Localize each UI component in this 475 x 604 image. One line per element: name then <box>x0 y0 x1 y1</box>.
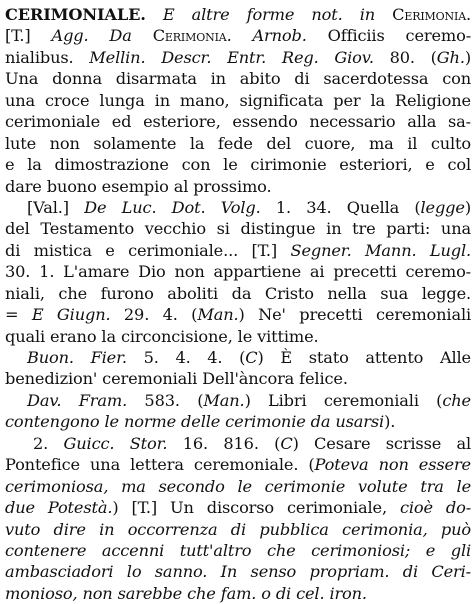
text-run: lute non solamente la fede del cuore, ma il culto <box>5 133 471 153</box>
entry-headword-line <box>5 4 471 25</box>
text-run: 80. ( <box>373 47 437 67</box>
text-run: 30. 1. L'amare Dio non appartiene ai precetti ceremo- <box>5 262 471 282</box>
italic-text: E altre forme not. in <box>162 5 393 24</box>
italic-text: Poteva non essere <box>314 455 471 475</box>
italic-text: Segner. Mann. Lugl. <box>290 240 471 260</box>
text-run: 16. 816. ( <box>167 433 281 453</box>
sense-line <box>5 433 471 454</box>
definition-line <box>5 25 471 46</box>
italic-text: Man. <box>203 390 245 410</box>
text-run: del Testamento vecchio si distingue in tre parti: una <box>5 219 471 239</box>
quotation-line <box>5 583 471 604</box>
text-run: e la dimostrazione con le cirimonie esteriori, e col <box>5 155 471 175</box>
text-run: ) <box>464 47 471 67</box>
citation-line <box>5 347 471 368</box>
text-run: 5. 4. 4. ( <box>126 348 246 367</box>
text-run: una croce lunga in mano, significata per la Religione <box>5 90 471 110</box>
italic-text: Dav. Fram. <box>27 390 128 410</box>
italic-text: contengono le norme delle cerimonie da usarsi <box>5 412 385 432</box>
italic-text: cioè do- <box>399 498 471 518</box>
quotation-line <box>5 283 471 304</box>
italic-text: contenere accenni tutt'altro che cerimoniosi; e gli <box>5 540 471 560</box>
italic-text: due Potestà. <box>5 498 113 518</box>
italic-text: De Luc. Dot. Volg. <box>84 197 261 217</box>
italic-text: Buon. Fier. <box>27 348 127 367</box>
small-caps-text: Cerimonia <box>152 26 227 46</box>
italic-text: Gh. <box>436 47 465 67</box>
quotation-line <box>5 411 471 432</box>
quotation-line <box>5 176 471 197</box>
italic-text: E Giugn. <box>31 305 111 325</box>
text-run: = <box>5 305 32 325</box>
citation-line <box>5 197 471 218</box>
text-run: ) [T.] Un discorso cerimoniale, <box>112 498 400 518</box>
quotation-line <box>5 368 471 389</box>
small-caps-text: Cerimonia. <box>392 5 471 24</box>
text-run: [T.] <box>5 26 52 46</box>
quotation-line <box>5 218 471 239</box>
italic-text: vuto dire in occorrenza di pubblica cerimonia, può <box>5 519 471 539</box>
quotation-line <box>5 240 471 261</box>
italic-text: ambasciadori lo sanno. In senso propriam. di Ceri- <box>5 562 471 582</box>
text-run: 29. 4. ( <box>110 305 198 325</box>
text-run: [Val.] <box>27 197 85 217</box>
text-run: cerimoniale ed esteriore, essendo necessario alla sa- <box>5 112 471 132</box>
italic-text: C <box>280 433 293 453</box>
text-run: ) Cesare scrisse al <box>292 433 471 453</box>
italic-text: Mellin. Descr. Entr. Reg. Giov. <box>89 47 374 67</box>
text-run: di mistica e cerimoniale... [T.] <box>5 240 291 260</box>
quotation-line <box>5 497 471 518</box>
italic-text: . Arnob. <box>226 26 307 46</box>
text-run: ) Libri ceremoniali ( <box>244 390 443 410</box>
quotation-line <box>5 519 471 540</box>
text-run: ) <box>464 197 471 217</box>
quotation-line <box>5 68 471 89</box>
text-run: ) È stato attento Alle <box>257 348 471 367</box>
quotation-line <box>5 154 471 175</box>
italic-text: monioso, non sarebbe che fam. o di cel. iron. <box>5 583 367 603</box>
quotation-line <box>5 476 471 497</box>
text-run: Officiis ceremo- <box>306 26 471 46</box>
text-run: 1. 34. Quella ( <box>260 197 421 217</box>
text-run: Una donna disarmata in abito di sacerdotessa con <box>5 69 471 89</box>
quotation-line <box>5 90 471 111</box>
quotation-line <box>5 261 471 282</box>
quotation-line <box>5 540 471 561</box>
text-run: ). <box>384 412 396 432</box>
italic-text: Agg. Da <box>51 26 153 46</box>
quotation-line <box>5 454 471 475</box>
italic-text: legge <box>420 197 465 217</box>
text-run <box>146 5 163 24</box>
italic-text: Man. <box>197 305 239 325</box>
citation-line <box>5 304 471 325</box>
text-run: quali erano la circoncisione, le vittime. <box>5 326 319 346</box>
quotation-line <box>5 326 471 347</box>
citation-line <box>5 47 471 68</box>
quotation-line <box>5 133 471 154</box>
italic-text: C <box>245 348 258 367</box>
text-run: 2. <box>33 433 64 453</box>
text-run: dare buono esempio al prossimo. <box>5 176 272 196</box>
italic-text: Guicc. Stor. <box>63 433 168 453</box>
text-run: nialibus. <box>5 47 90 67</box>
text-run: 583. ( <box>127 390 204 410</box>
text-run: niali, che furono aboliti da Cristo nella sua legge. <box>5 283 471 303</box>
text-run: ) Ne' precetti ceremoniali <box>238 305 471 325</box>
headword: CERIMONIALE. <box>5 5 146 24</box>
citation-line <box>5 390 471 411</box>
quotation-line <box>5 111 471 132</box>
text-run: Pontefice una lettera ceremoniale. ( <box>5 455 315 475</box>
text-run: benedizion' ceremoniali Dell'àncora felice. <box>5 369 348 389</box>
italic-text: che <box>442 390 471 410</box>
quotation-line <box>5 561 471 582</box>
italic-text: cerimoniosa, ma secondo le cerimonie volute tra le <box>5 476 471 496</box>
